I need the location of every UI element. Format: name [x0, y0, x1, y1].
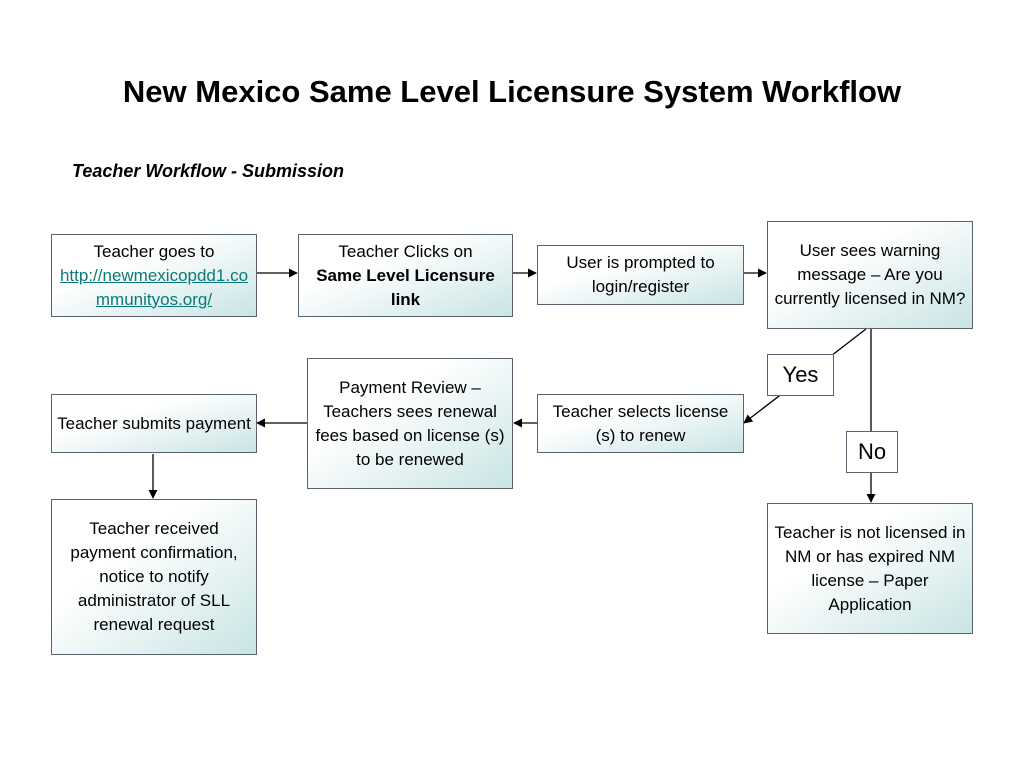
page-title: New Mexico Same Level Licensure System Workflow — [122, 74, 902, 109]
node-payment-review-text: Payment Review – Teachers sees renewal fees based on license (s) to be renewed — [315, 377, 505, 469]
node-warning-message — [767, 221, 973, 329]
portal-link[interactable]: http://newmexicopdd1.communityos.org/ — [59, 265, 249, 309]
yes-label: Yes — [767, 354, 834, 396]
node-teacher-selects-text: Teacher selects license (s) to renew — [552, 401, 729, 445]
node-not-licensed — [767, 503, 973, 634]
node-teacher-goes-to — [51, 234, 257, 317]
node-teacher-clicks-text: Teacher Clicks on — [338, 241, 473, 261]
page-subtitle: Teacher Workflow - Submission — [72, 161, 345, 181]
node-login-prompt — [537, 245, 744, 305]
node-payment-review — [307, 358, 513, 489]
node-teacher-clicks — [298, 234, 513, 317]
same-level-licensure-link-text: Same Level Licensure link — [316, 265, 495, 309]
node-teacher-selects — [537, 394, 744, 453]
no-label: No — [846, 431, 898, 473]
node-payment-confirmation — [51, 499, 257, 655]
node-login-prompt-text: User is prompted to login/register — [566, 253, 715, 296]
node-warning-message-text: User sees warning message – Are you currently licensed in NM? — [774, 241, 966, 308]
node-teacher-goes-to-text: Teacher goes to — [93, 241, 215, 261]
node-teacher-submits — [51, 394, 257, 453]
node-payment-confirmation-text: Teacher received payment confirmation, notice to notify administrator of SLL renewal request — [70, 519, 238, 634]
node-teacher-submits-text: Teacher submits payment — [57, 413, 251, 433]
node-not-licensed-text: Teacher is not licensed in NM or has expired NM license – Paper Application — [774, 522, 966, 614]
